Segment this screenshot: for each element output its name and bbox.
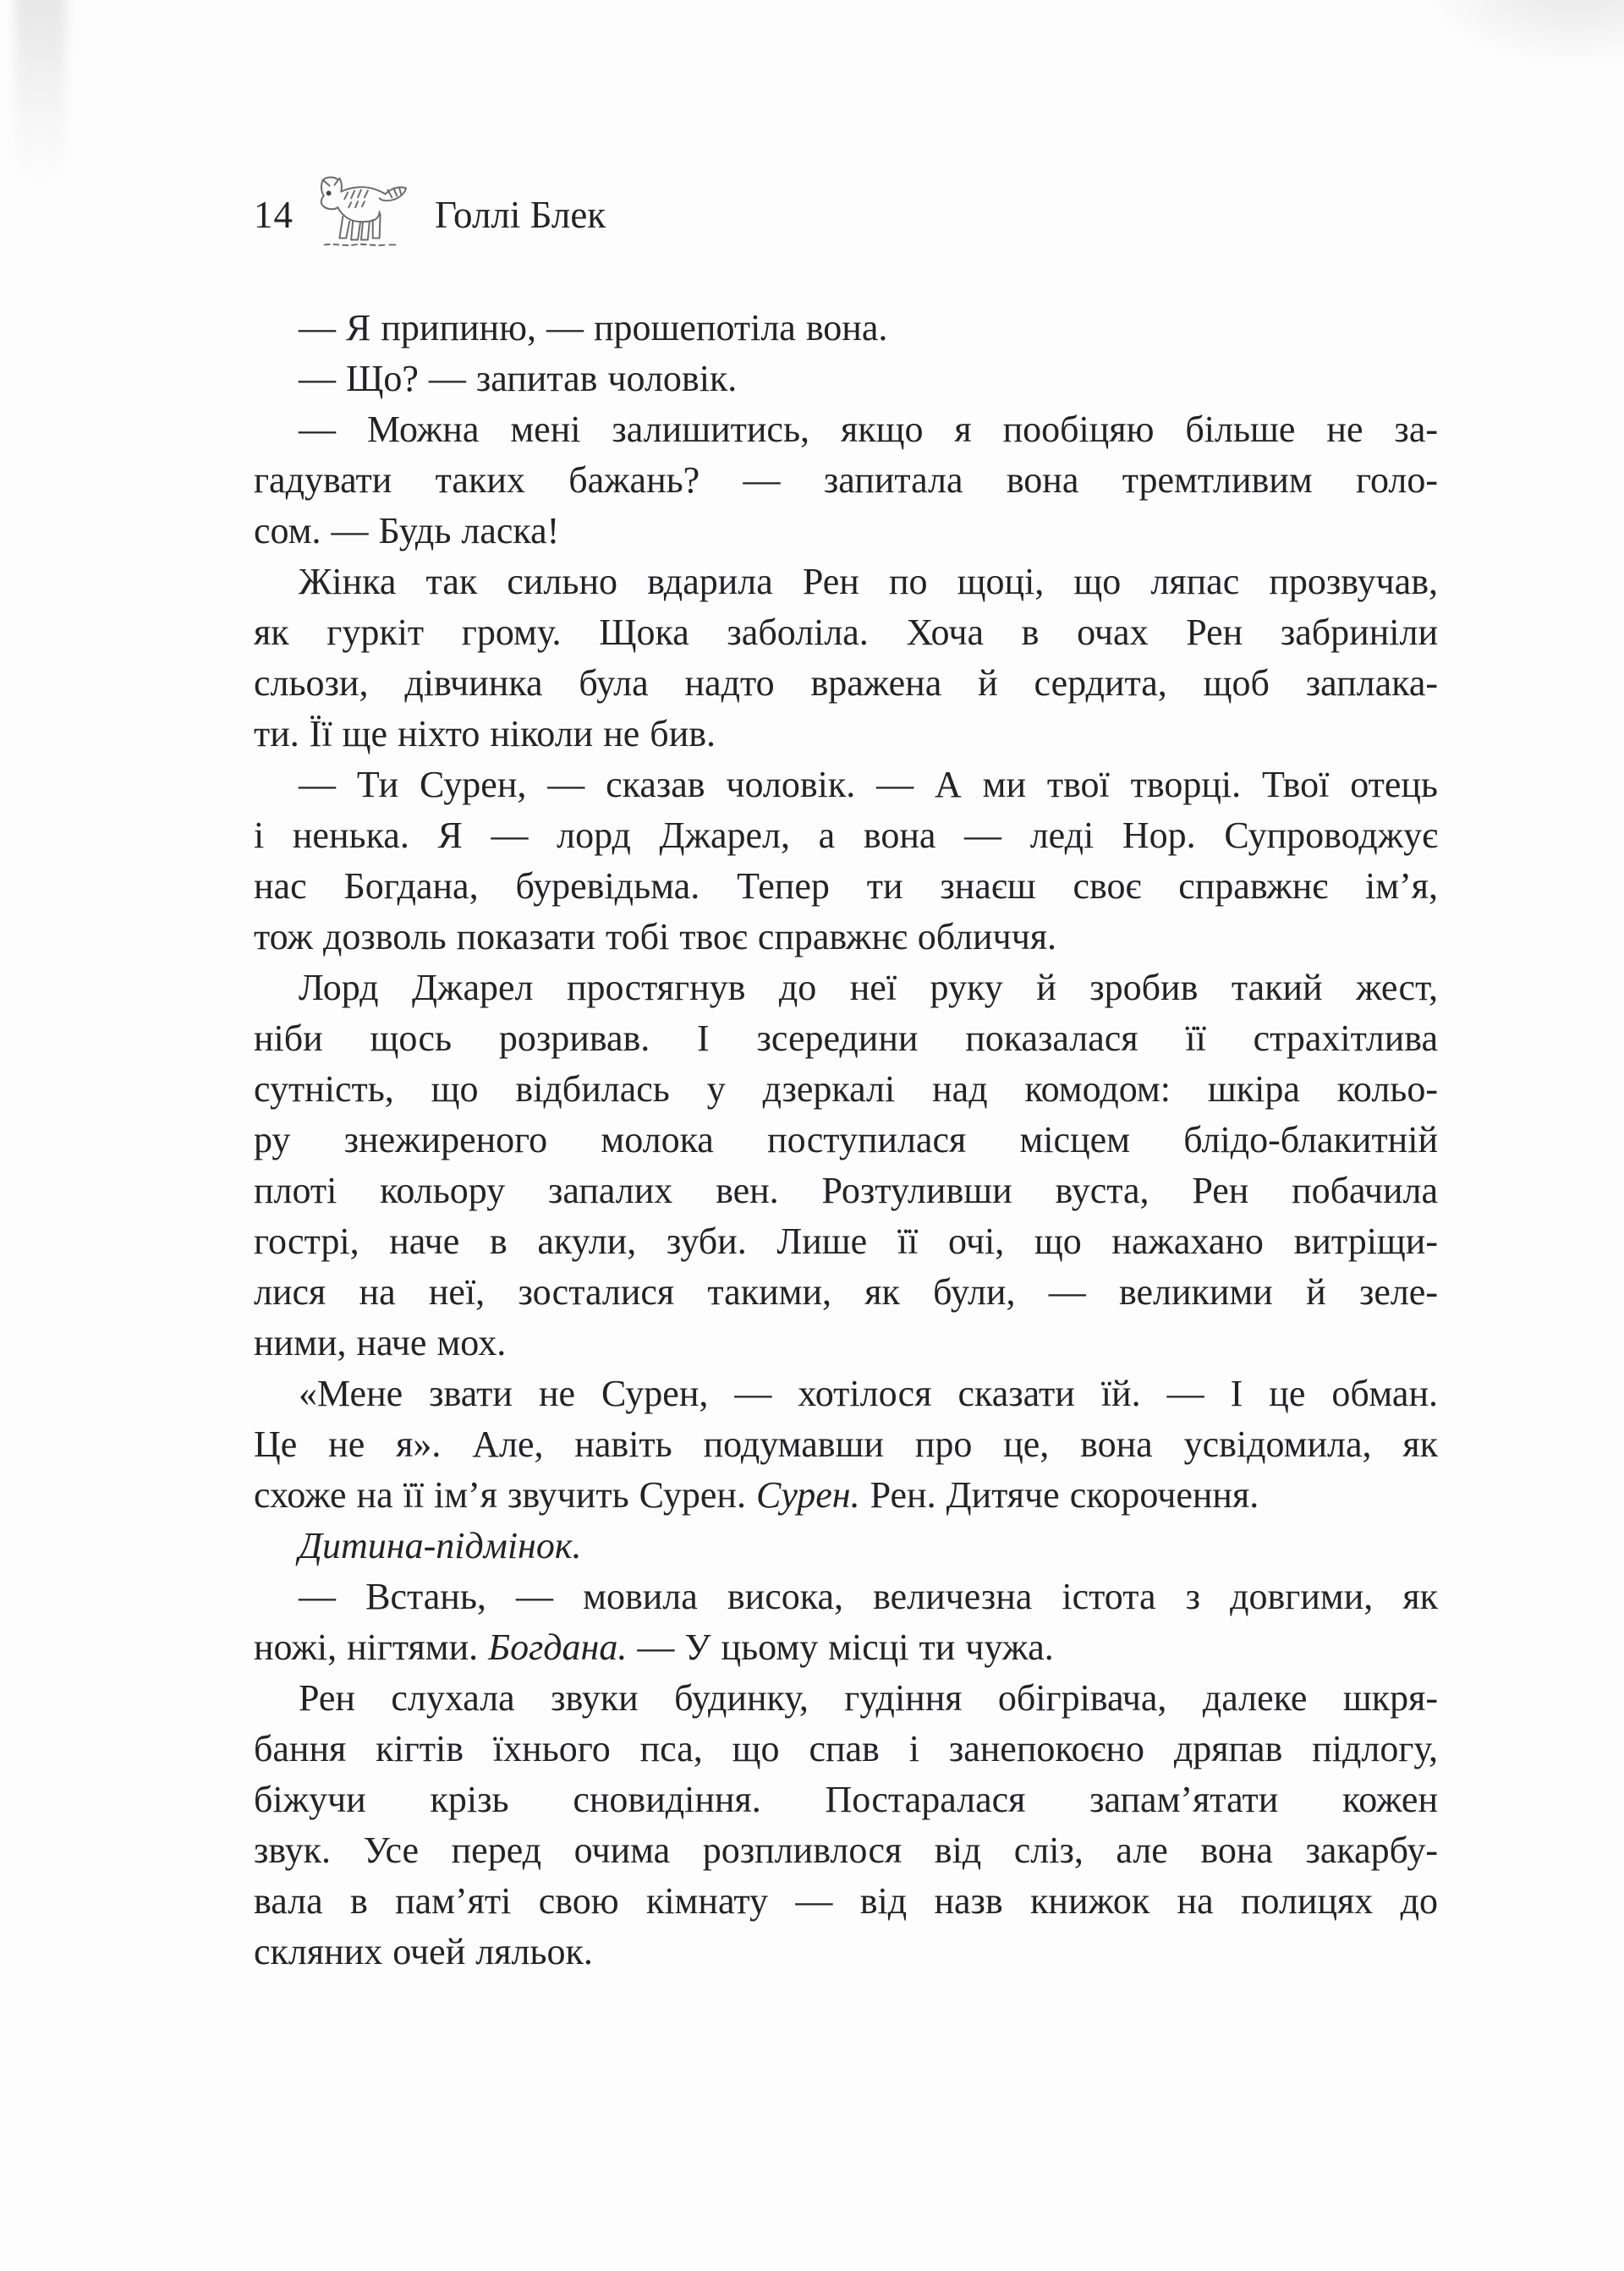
text-run: — У цьому місці ти чужа. [627, 1626, 1054, 1668]
text-run: ножі, нігтями. [254, 1626, 489, 1668]
italic-text-run: Сурен. [755, 1474, 860, 1516]
text-line [254, 1521, 1438, 1572]
text-run: скляних очей ляльок. [254, 1931, 593, 1972]
text-run: і ненька. Я — лорд Джарел, а вона — леді Нор. Супроводжує [254, 815, 1438, 856]
running-head [0, 0, 1624, 279]
text-line [254, 1216, 1438, 1267]
text-line [254, 1419, 1438, 1470]
text-run: вала в пам’яті свою кімнату — від назв книжок на полицях до [254, 1880, 1438, 1922]
text-line [254, 1724, 1438, 1775]
text-run: сом. — Будь ласка! [254, 510, 560, 551]
text-line [254, 1267, 1438, 1318]
text-run: нас Богдана, буревідьма. Тепер ти знаєш своє справжнє ім’я, [254, 865, 1438, 907]
text-run: біжучи крізь сновидіння. Постаралася запам’ятати кожен [254, 1779, 1438, 1820]
text-run: ти. Її ще ніхто ніколи не бив. [254, 713, 716, 754]
text-run: ніби щось розривав. І зсередини показалася її страхітлива [254, 1018, 1438, 1059]
text-run: тож дозволь показати тобі твоє справжнє обличчя. [254, 916, 1057, 957]
text-run: Лорд Джарел простягнув до неї руку й зробив такий жест, [299, 967, 1438, 1008]
text-run: сльози, дівчинка була надто вражена й сердита, щоб заплака- [254, 662, 1438, 704]
text-line [254, 1318, 1438, 1369]
text-line [254, 303, 1438, 354]
text-run: — Ти Сурен, — сказав чоловік. — А ми твої творці. Твої отець [299, 764, 1438, 805]
text-run: гадувати таких бажань? — запитала вона тремтливим голо- [254, 459, 1438, 501]
text-run: гострі, наче в акули, зуби. Лише її очі, що нажахано витріщи- [254, 1221, 1438, 1262]
text-line [254, 1825, 1438, 1876]
cat-sketch-icon [310, 174, 409, 259]
text-run: як гуркіт грому. Щока заболіла. Хоча в очах Рен забриніли [254, 612, 1438, 653]
text-line [254, 1775, 1438, 1825]
text-run: Рен слухала звуки будинку, гудіння обігрівача, далеке шкря- [299, 1677, 1438, 1719]
text-line [254, 1369, 1438, 1419]
body-text [254, 303, 1438, 1978]
text-line [254, 810, 1438, 861]
text-run: «Мене звати не Сурен, — хотілося сказати їй. — І це обман. [299, 1373, 1438, 1414]
text-line [254, 354, 1438, 404]
text-run: — Що? — запитав чоловік. [299, 358, 738, 399]
text-line [254, 658, 1438, 709]
text-line [254, 861, 1438, 912]
text-run: Це не я». Але, навіть подумавши про це, вона усвідомила, як [254, 1423, 1438, 1465]
italic-text-run: Дитина-підмінок. [299, 1525, 582, 1566]
text-run: ними, наче мох. [254, 1322, 507, 1363]
text-line [254, 1622, 1438, 1673]
text-line [254, 455, 1438, 506]
text-line [254, 1572, 1438, 1622]
text-line [254, 404, 1438, 455]
text-line [254, 963, 1438, 1013]
text-run: Жінка так сильно вдарила Рен по щоці, що ляпас прозвучав, [299, 561, 1438, 602]
text-line [254, 1927, 1438, 1978]
text-line [254, 709, 1438, 760]
text-line [254, 1064, 1438, 1115]
text-run: ру знежиреного молока поступилася місцем блідо-блакитній [254, 1119, 1438, 1160]
text-run: сутність, що відбилась у дзеркалі над комодом: шкіра кольо- [254, 1068, 1438, 1110]
text-line [254, 1876, 1438, 1927]
text-line [254, 760, 1438, 810]
text-line [254, 506, 1438, 557]
italic-text-run: Богдана. [488, 1626, 628, 1668]
text-line [254, 1166, 1438, 1216]
text-run: плоті кольору запалих вен. Розтуливши вуста, Рен побачила [254, 1170, 1438, 1211]
page-number: 14 [254, 194, 294, 236]
text-line [254, 1673, 1438, 1724]
text-run: бання кігтів їхнього пса, що спав і занепокоєно дряпав підлогу, [254, 1728, 1438, 1769]
text-run: — Можна мені залишитись, якщо я пообіцяю більше не за- [299, 409, 1438, 450]
text-run: звук. Усе перед очима розпливлося від сліз, але вона закарбу- [254, 1829, 1438, 1871]
text-line [254, 1013, 1438, 1064]
text-line [254, 912, 1438, 963]
text-run: — Встань, — мовила висока, величезна істота з довгими, як [299, 1576, 1438, 1617]
text-line [254, 557, 1438, 607]
text-line [254, 1470, 1438, 1521]
text-line [254, 1115, 1438, 1166]
text-run: — Я припиню, — прошепотіла вона. [299, 307, 888, 348]
text-run: Рен. Дитяче скорочення. [859, 1474, 1259, 1516]
text-run: лися на неї, зосталися такими, як були, — великими й зеле- [254, 1271, 1438, 1313]
text-run: схоже на її ім’я звучить Сурен. [254, 1474, 756, 1516]
text-line [254, 607, 1438, 658]
author-name: Голлі Блек [435, 194, 606, 236]
